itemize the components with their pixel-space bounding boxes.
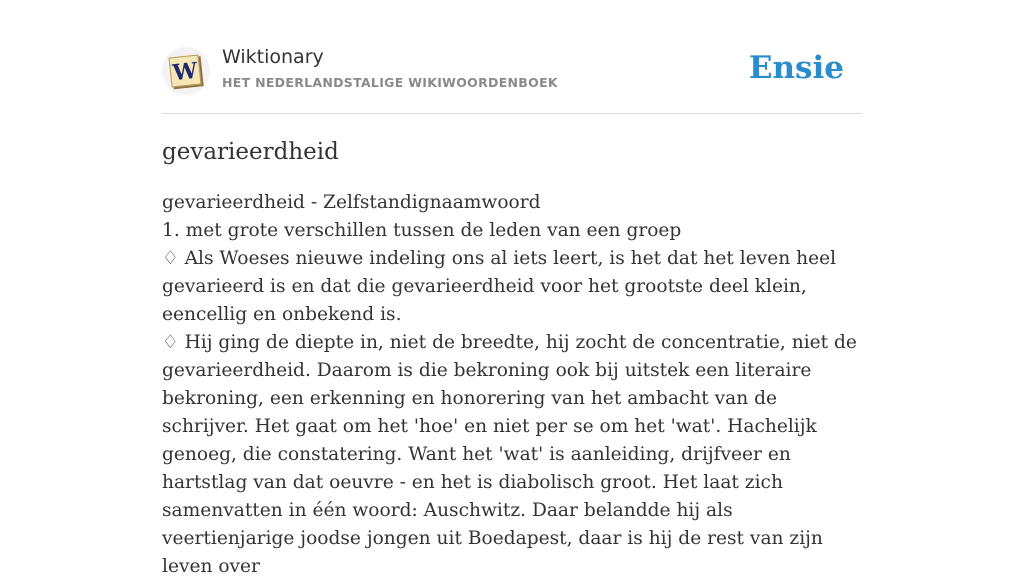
wiktionary-logo[interactable] (162, 47, 210, 95)
page-title: gevarieerdheid (162, 139, 339, 165)
example-sentence: ♢ Hij ging de diepte in, niet de breedte, hij zocht de concentratie, niet de gevarieerdheid. Daarom is die bekroning ook bij uitstek een literaire bekroning, een erkenning en honorering van het ambacht van de schrijver. Het gaat om het 'hoe' en niet per se om het 'wat'. Hachelijk genoeg, die constatering. Want het 'wat' is aanleiding, drijfveer en hartstlag van dat oeuvre - en het is diabolisch groot. Het laat zich samenvatten in één woord: Auschwitz. Daar belandde hij als veertienjarige joodse jongen uit Boedapest, daar is hij de rest van zijn leven over (162, 332, 857, 577)
site-name[interactable]: Wiktionary (222, 46, 324, 68)
entry-content (162, 136, 862, 581)
logo-letter: W (171, 57, 199, 87)
site-header (162, 44, 862, 114)
definition: 1. met grote verschillen tussen de leden van een groep (162, 220, 682, 241)
word-type-line: gevarieerdheid - Zelfstandignaamwoord (162, 192, 541, 213)
example-sentence: ♢ Als Woeses nieuwe indeling ons al iets leert, is het dat het leven heel gevarieerd is en dat die gevarieerdheid voor het grootste deel klein, eencellig en onbekend is. (162, 248, 837, 325)
entry-body (162, 189, 862, 581)
logo-tile-icon (169, 55, 202, 88)
site-subtitle: HET NEDERLANDSTALIGE WIKIWOORDENBOEK (222, 75, 558, 90)
ensie-brand-link[interactable]: Ensie (748, 50, 844, 86)
